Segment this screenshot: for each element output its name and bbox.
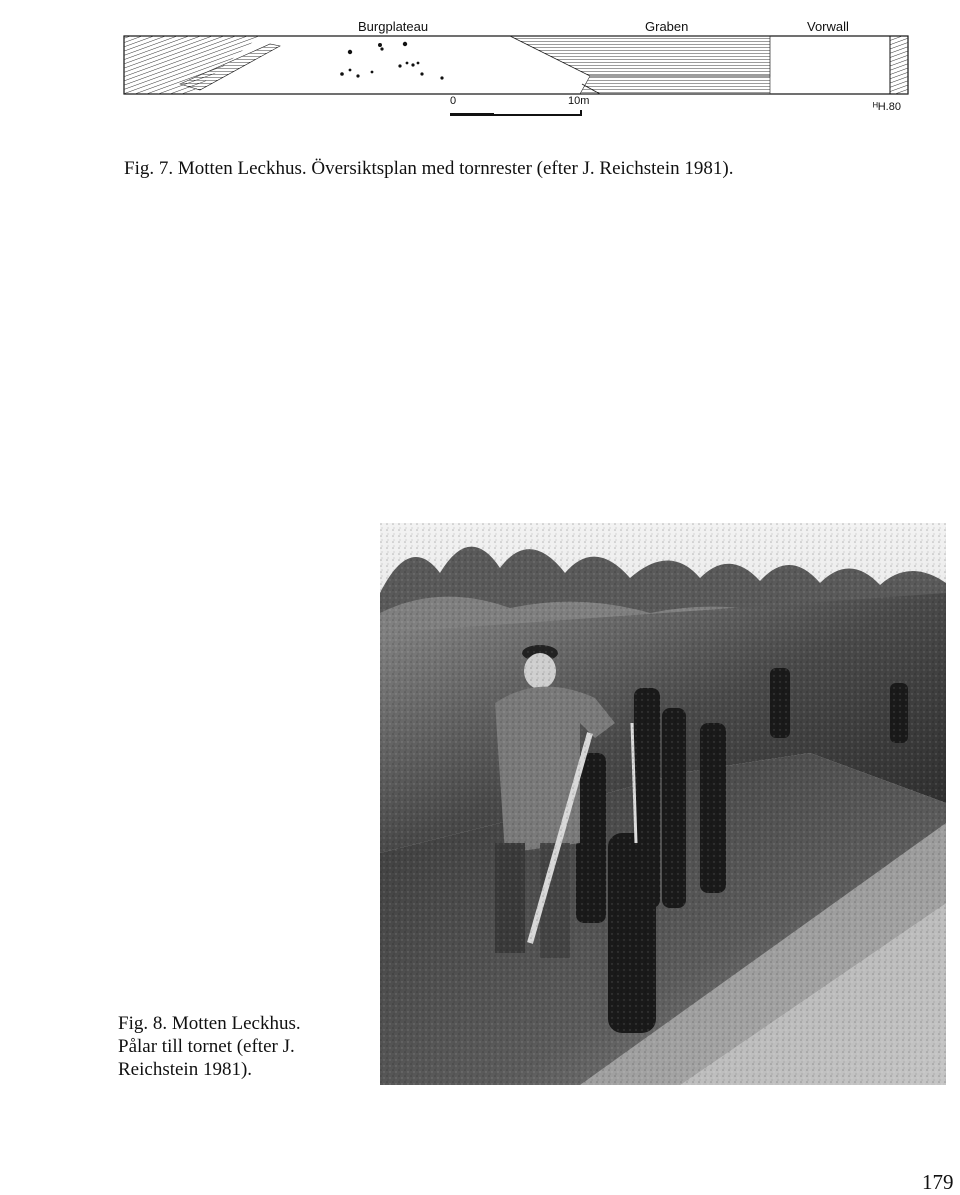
sheet-identifier: ᴴH.80 xyxy=(873,101,901,113)
scale-start-label: 0 xyxy=(450,95,457,107)
scale-end-label: 10m xyxy=(568,95,590,107)
scale-bar xyxy=(450,110,582,116)
figure-8-caption xyxy=(118,1012,368,1081)
figure-8-caption-line: Reichstein 1981). xyxy=(118,1059,253,1080)
figure-8-caption-line: Fig. 8. Motten Leckhus. xyxy=(118,1013,301,1034)
figure-8-caption-line: Pålar till tornet (efter J. xyxy=(118,1036,295,1057)
page-number: 179 xyxy=(922,1170,954,1194)
section-plan-drawing xyxy=(120,14,920,124)
figure-7-caption: Fig. 7. Motten Leckhus. Översiktsplan med tornrester (efter J. Reichstein 1981). xyxy=(124,158,734,179)
zone-label-graben: Graben xyxy=(645,19,689,34)
excavation-photograph xyxy=(380,523,946,1085)
zone-label-vorwall: Vorwall xyxy=(807,19,849,34)
zone-label-burgplateau: Burgplateau xyxy=(358,19,429,34)
